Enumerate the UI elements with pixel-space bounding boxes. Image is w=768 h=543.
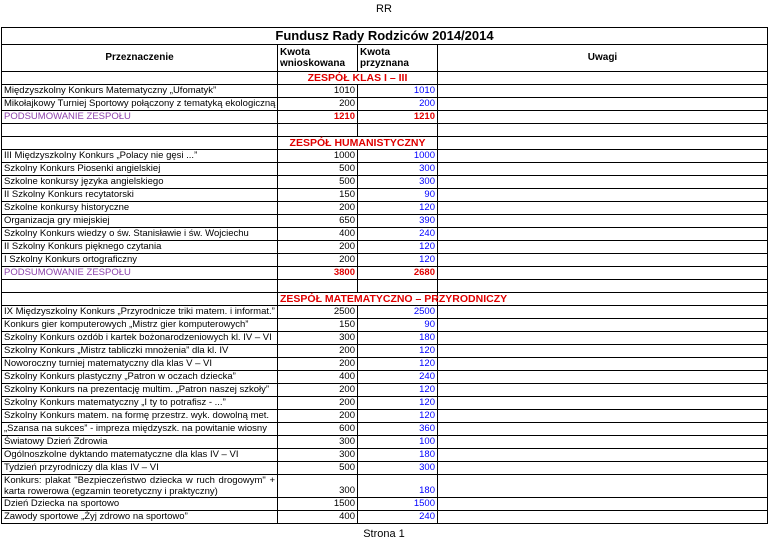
- row-notes: [438, 358, 768, 371]
- row-planned-amount: 200: [278, 384, 358, 397]
- row-granted-amount: 200: [358, 98, 438, 111]
- row-notes: [438, 475, 768, 498]
- table-row: [2, 241, 768, 254]
- row-purpose: Szkolny Konkurs plastyczny „Patron w oczach dziecka”: [2, 371, 278, 384]
- row-notes: [438, 254, 768, 267]
- row-planned-amount: 500: [278, 163, 358, 176]
- fund-table-body: [2, 28, 768, 524]
- summary-row: [2, 111, 768, 124]
- row-planned-amount: 200: [278, 345, 358, 358]
- row-granted-amount: 120: [358, 202, 438, 215]
- header-purpose: Przeznaczenie: [2, 45, 278, 72]
- row-notes: [438, 410, 768, 423]
- sheet-title: Fundusz Rady Rodziców 2014/2014: [2, 28, 768, 45]
- page-footer: Strona 1: [363, 528, 405, 540]
- row-granted-amount: 360: [358, 423, 438, 436]
- table-row: [2, 345, 768, 358]
- row-notes: [438, 423, 768, 436]
- empty-cell: [438, 124, 768, 137]
- table-row: [2, 423, 768, 436]
- section-title: ZESPÓŁ MATEMATYCZNO – PRZYRODNICZY: [278, 293, 438, 306]
- row-purpose: Konkurs: plakat "Bezpieczeństwo dziecka w ruch drogowym" + karta rowerowa (egzamin teoretyczny i praktyczny): [2, 475, 278, 498]
- table-row: [2, 98, 768, 111]
- row-purpose: Szkolny Konkurs „Mistrz tabliczki mnożenia” dla kl. IV: [2, 345, 278, 358]
- header-notes: Uwagi: [438, 45, 768, 72]
- header-planned-line2: wnioskowana: [280, 58, 346, 69]
- table-row: [2, 410, 768, 423]
- row-planned-amount: 650: [278, 215, 358, 228]
- empty-cell: [278, 280, 358, 293]
- row-purpose: Szkolny Konkurs matematyczny „I ty to potrafisz - ...”: [2, 397, 278, 410]
- row-granted-amount: 240: [358, 371, 438, 384]
- row-purpose: Dzień Dziecka na sportowo: [2, 498, 278, 511]
- empty-cell: [2, 280, 278, 293]
- header-planned-line1: Kwota: [280, 47, 310, 58]
- row-granted-amount: 120: [358, 410, 438, 423]
- row-planned-amount: 200: [278, 202, 358, 215]
- row-notes: [438, 267, 768, 280]
- row-granted-amount: 1500: [358, 498, 438, 511]
- table-row: [2, 475, 768, 498]
- row-planned-amount: 500: [278, 462, 358, 475]
- row-planned-amount: 600: [278, 423, 358, 436]
- summary-granted-total: 2680: [358, 267, 438, 280]
- table-row: [2, 150, 768, 163]
- row-planned-amount: 200: [278, 241, 358, 254]
- row-notes: [438, 397, 768, 410]
- row-planned-amount: 200: [278, 254, 358, 267]
- row-granted-amount: 1000: [358, 150, 438, 163]
- row-granted-amount: 90: [358, 319, 438, 332]
- row-planned-amount: 400: [278, 371, 358, 384]
- row-purpose: Szkolne konkursy historyczne: [2, 202, 278, 215]
- row-planned-amount: 1500: [278, 498, 358, 511]
- empty-cell: [438, 72, 768, 85]
- row-purpose: „Szansa na sukces” - impreza międzyszk. na powitanie wiosny: [2, 423, 278, 436]
- row-planned-amount: 150: [278, 189, 358, 202]
- row-granted-amount: 300: [358, 462, 438, 475]
- row-purpose: Zawody sportowe „Żyj zdrowo na sportowo”: [2, 511, 278, 524]
- row-notes: [438, 449, 768, 462]
- row-purpose: II Szkolny Konkurs pięknego czytania: [2, 241, 278, 254]
- row-notes: [438, 215, 768, 228]
- table-row: [2, 371, 768, 384]
- title-row: [2, 28, 768, 45]
- empty-cell: [438, 137, 768, 150]
- row-granted-amount: 120: [358, 254, 438, 267]
- row-notes: [438, 332, 768, 345]
- row-planned-amount: 300: [278, 332, 358, 345]
- row-notes: [438, 98, 768, 111]
- row-notes: [438, 462, 768, 475]
- empty-cell: [438, 280, 768, 293]
- table-row: [2, 202, 768, 215]
- row-notes: [438, 384, 768, 397]
- summary-label: PODSUMOWANIE ZESPOŁU: [2, 267, 278, 280]
- row-planned-amount: 1010: [278, 85, 358, 98]
- row-granted-amount: 240: [358, 228, 438, 241]
- empty-cell: [2, 137, 278, 150]
- table-row: [2, 449, 768, 462]
- row-granted-amount: 120: [358, 384, 438, 397]
- row-purpose: Noworoczny turniej matematyczny dla klas V – VI: [2, 358, 278, 371]
- section-header-row: [2, 293, 768, 306]
- table-row: [2, 85, 768, 98]
- row-planned-amount: 150: [278, 319, 358, 332]
- row-purpose: Mikołajkowy Turniej Sportowy połączony z tematyką ekologiczną: [2, 98, 278, 111]
- row-notes: [438, 202, 768, 215]
- table-row: [2, 189, 768, 202]
- row-granted-amount: 180: [358, 475, 438, 498]
- row-granted-amount: 240: [358, 511, 438, 524]
- row-purpose: Konkurs gier komputerowych „Mistrz gier komputerowych”: [2, 319, 278, 332]
- table-row: [2, 498, 768, 511]
- empty-cell: [358, 124, 438, 137]
- row-planned-amount: 500: [278, 176, 358, 189]
- row-granted-amount: 300: [358, 176, 438, 189]
- row-purpose: Szkolny Konkurs ozdób i kartek bożonarodzeniowych kl. IV – VI: [2, 332, 278, 345]
- row-purpose: Szkolne konkursy języka angielskiego: [2, 176, 278, 189]
- row-granted-amount: 300: [358, 163, 438, 176]
- row-purpose: Szkolny Konkurs na prezentację multim. „Patron naszej szkoły”: [2, 384, 278, 397]
- summary-row: [2, 267, 768, 280]
- row-planned-amount: 2500: [278, 306, 358, 319]
- row-notes: [438, 498, 768, 511]
- row-planned-amount: 400: [278, 228, 358, 241]
- row-planned-amount: 200: [278, 358, 358, 371]
- row-planned-amount: 300: [278, 436, 358, 449]
- row-purpose: Międzyszkolny Konkurs Matematyczny „Ufomatyk”: [2, 85, 278, 98]
- spacer-row: [2, 124, 768, 137]
- table-row: [2, 397, 768, 410]
- row-planned-amount: 200: [278, 397, 358, 410]
- header-granted: [358, 45, 438, 72]
- row-notes: [438, 241, 768, 254]
- summary-planned-total: 3800: [278, 267, 358, 280]
- row-purpose: Szkolny Konkurs Piosenki angielskiej: [2, 163, 278, 176]
- row-granted-amount: 90: [358, 189, 438, 202]
- row-notes: [438, 436, 768, 449]
- table-row: [2, 306, 768, 319]
- row-granted-amount: 120: [358, 358, 438, 371]
- row-notes: [438, 511, 768, 524]
- row-notes: [438, 150, 768, 163]
- spacer-row: [2, 280, 768, 293]
- table-row: [2, 254, 768, 267]
- row-notes: [438, 189, 768, 202]
- row-notes: [438, 163, 768, 176]
- row-granted-amount: 120: [358, 397, 438, 410]
- row-purpose: I Szkolny Konkurs ortograficzny: [2, 254, 278, 267]
- table-row: [2, 176, 768, 189]
- empty-cell: [278, 124, 358, 137]
- row-planned-amount: 300: [278, 449, 358, 462]
- row-granted-amount: 2500: [358, 306, 438, 319]
- empty-cell: [358, 280, 438, 293]
- row-purpose: IX Międzyszkolny Konkurs „Przyrodnicze triki matem. i informat.”: [2, 306, 278, 319]
- row-granted-amount: 390: [358, 215, 438, 228]
- table-row: [2, 462, 768, 475]
- table-row: [2, 163, 768, 176]
- row-notes: [438, 319, 768, 332]
- row-purpose: Ogólnoszkolne dyktando matematyczne dla klas IV – VI: [2, 449, 278, 462]
- section-title: ZESPÓŁ KLAS I – III: [278, 72, 438, 85]
- empty-cell: [2, 124, 278, 137]
- empty-cell: [2, 293, 278, 306]
- row-notes: [438, 345, 768, 358]
- row-granted-amount: 120: [358, 345, 438, 358]
- row-notes: [438, 228, 768, 241]
- row-notes: [438, 111, 768, 124]
- header-row: [2, 45, 768, 72]
- row-purpose: II Szkolny Konkurs recytatorski: [2, 189, 278, 202]
- table-row: [2, 319, 768, 332]
- summary-label: PODSUMOWANIE ZESPOŁU: [2, 111, 278, 124]
- row-granted-amount: 120: [358, 241, 438, 254]
- row-granted-amount: 180: [358, 449, 438, 462]
- row-planned-amount: 300: [278, 475, 358, 498]
- section-header-row: [2, 72, 768, 85]
- row-granted-amount: 100: [358, 436, 438, 449]
- table-row: [2, 358, 768, 371]
- row-notes: [438, 176, 768, 189]
- row-purpose: Szkolny Konkurs matem. na formę przestrz. wyk. dowolną met.: [2, 410, 278, 423]
- row-planned-amount: 200: [278, 410, 358, 423]
- row-notes: [438, 85, 768, 98]
- summary-granted-total: 1210: [358, 111, 438, 124]
- header-granted-line2: przyznana: [360, 58, 409, 69]
- row-purpose: III Międzyszkolny Konkurs „Polacy nie gęsi ...”: [2, 150, 278, 163]
- summary-planned-total: 1210: [278, 111, 358, 124]
- table-row: [2, 332, 768, 345]
- table-row: [2, 384, 768, 397]
- row-notes: [438, 371, 768, 384]
- header-planned: [278, 45, 358, 72]
- row-planned-amount: 200: [278, 98, 358, 111]
- header-granted-line1: Kwota: [360, 47, 390, 58]
- row-purpose: Organizacja gry miejskiej: [2, 215, 278, 228]
- row-notes: [438, 306, 768, 319]
- row-granted-amount: 1010: [358, 85, 438, 98]
- row-purpose: Światowy Dzień Zdrowia: [2, 436, 278, 449]
- row-planned-amount: 400: [278, 511, 358, 524]
- section-header-row: [2, 137, 768, 150]
- row-planned-amount: 1000: [278, 150, 358, 163]
- table-row: [2, 511, 768, 524]
- table-row: [2, 215, 768, 228]
- table-row: [2, 436, 768, 449]
- table-row: [2, 228, 768, 241]
- row-purpose: Tydzień przyrodniczy dla klas IV – VI: [2, 462, 278, 475]
- row-purpose: Szkolny Konkurs wiedzy o św. Stanisławie i św. Wojciechu: [2, 228, 278, 241]
- row-granted-amount: 180: [358, 332, 438, 345]
- page-header: RR: [376, 3, 392, 15]
- section-title: ZESPÓŁ HUMANISTYCZNY: [278, 137, 438, 150]
- fund-table: [1, 27, 768, 524]
- empty-cell: [2, 72, 278, 85]
